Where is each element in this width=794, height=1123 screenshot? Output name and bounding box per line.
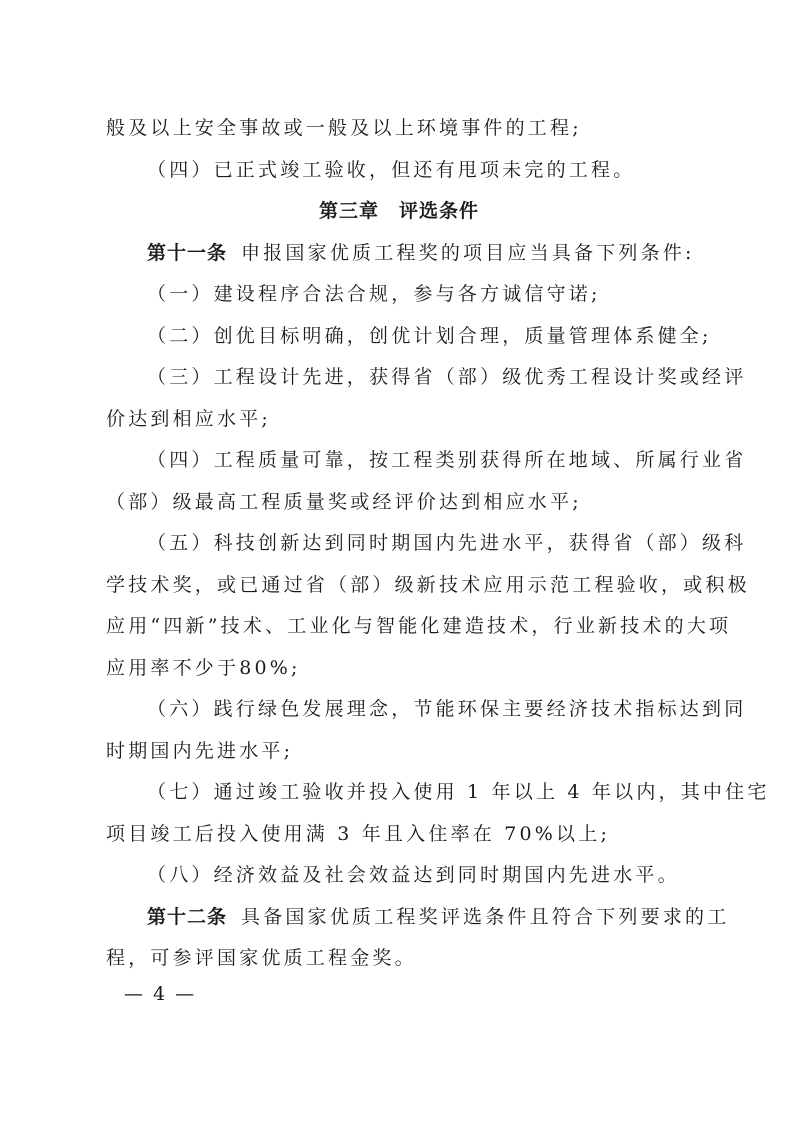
item-7-continuation: 项目竣工后投入使用满 3 年且入住率在 70%以上;: [106, 822, 611, 845]
article-12-text: 具备国家优质工程奖评选条件且符合下列要求的工: [241, 905, 730, 928]
article-12-first-line: [106, 897, 730, 939]
article-12-label: 第十二条: [147, 905, 228, 928]
article-11-text: 申报国家优质工程奖的项目应当具备下列条件:: [241, 241, 695, 264]
article-11-label: 第十一条: [147, 241, 228, 264]
article-11-first-line: [106, 233, 695, 275]
item-4-line: （四）工程质量可靠，按工程类别获得所在地域、所属行业省: [147, 449, 747, 471]
item-2-line: （二）创优目标明确，创优计划合理，质量管理体系健全;: [147, 324, 712, 347]
item-5-continuation: 应用率不少于80%;: [106, 656, 301, 679]
item-5-line: （五）科技创新达到同时期国内先进水平，获得省（部）级科: [147, 532, 747, 554]
paragraph-line: 般及以上安全事故或一般及以上环境事件的工程;: [106, 117, 582, 139]
item-5-continuation: 学技术奖，或已通过省（部）级新技术应用示范工程验收，或积极: [106, 573, 750, 596]
document-page: [106, 108, 770, 980]
article-12-continuation: 程，可参评国家优质工程金奖。: [106, 947, 417, 969]
paragraph-line: （四）已正式竣工验收，但还有甩项未完的工程。: [147, 158, 636, 181]
item-1-line: （一）建设程序合法合规，参与各方诚信守诺;: [147, 283, 601, 305]
item-8-line: （八）经济效益及社会效益达到同时期国内先进水平。: [147, 864, 680, 886]
chapter-heading: 第三章 评选条件: [318, 200, 479, 222]
page-number: — 4 —: [124, 983, 197, 1005]
item-6-continuation: 时期国内先进水平;: [106, 739, 294, 762]
item-4-continuation: （部）级最高工程质量奖或经评价达到相应水平;: [106, 490, 582, 513]
item-5-continuation: 应用“四新”技术、工业化与智能化建造技术，行业新技术的大项: [106, 615, 732, 637]
item-6-line: （六）践行绿色发展理念，节能环保主要经济技术指标达到同: [147, 698, 747, 720]
item-3-continuation: 价达到相应水平;: [106, 407, 272, 430]
item-3-line: （三）工程设计先进，获得省（部）级优秀工程设计奖或经评: [147, 366, 747, 388]
item-7-line: （七）通过竣工验收并投入使用 1 年以上 4 年以内，其中住宅: [147, 781, 770, 803]
